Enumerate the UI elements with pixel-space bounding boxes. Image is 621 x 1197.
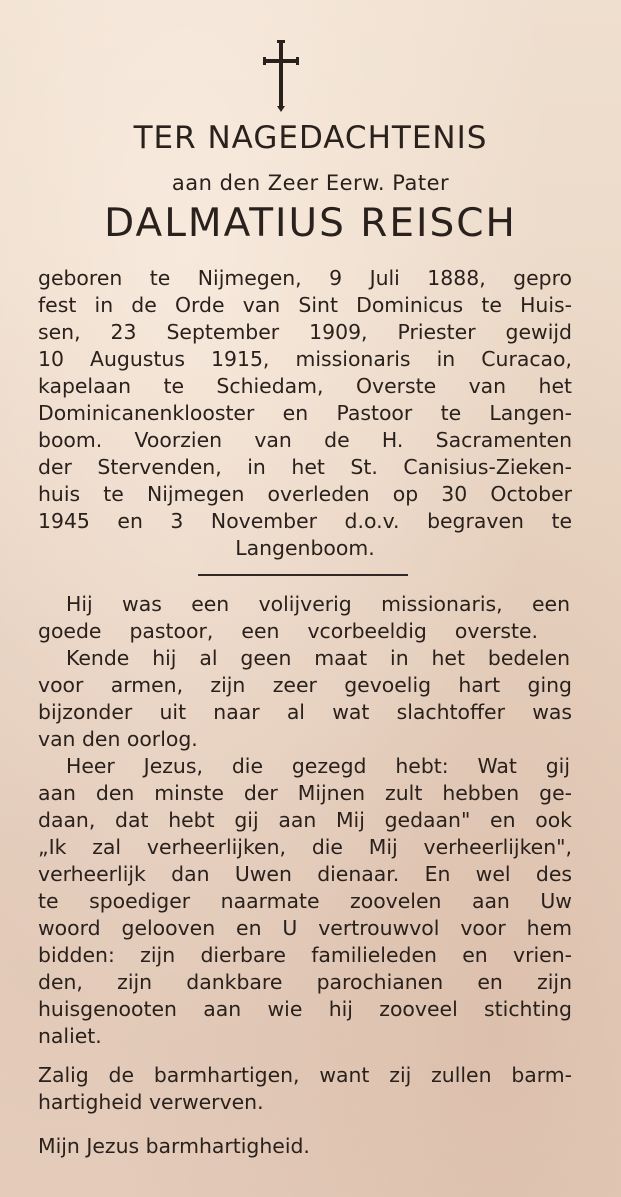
bio-line: 10 Augustus 1915, missionaris in Curacao, [38,347,572,371]
body-line: bidden: zijn dierbare familieleden en vrien- [38,943,572,967]
body-line: naliet. [38,1024,102,1048]
body-line: den, zijn dankbare parochianen en zijn [38,970,572,994]
cross-icon [262,40,302,112]
bio-line: der Stervenden, in het St. Canisius-Zieken- [38,455,572,479]
body-line: van den oorlog. [38,727,198,751]
deceased-name: DALMATIUS REISCH [104,201,517,246]
body-line: Hij was een volijverig missionaris, een [66,592,570,616]
body-line: „Ik zal verheerlijken, die Mij verheerlijken", [38,835,572,859]
body-line: voor armen, zijn zeer gevoelig hart ging [38,673,572,697]
bio-line: huis te Nijmegen overleden op 30 October [38,482,572,506]
body-line: huisgenooten aan wie hij zooveel stichting [38,997,572,1021]
body-line: woord gelooven en U vertrouwvol voor hem [38,916,572,940]
body-line: Heer Jezus, die gezegd hebt: Wat gij [66,754,570,778]
body-line: Kende hij al geen maat in het bedelen [66,646,570,670]
bio-line: geboren te Nijmegen, 9 Juli 1888, gepro [38,266,572,290]
bio-line: Langenboom. [235,536,375,560]
body-line: aan den minste der Mijnen zult hebben ge- [38,781,572,805]
body-line: te spoediger naarmate zoovelen aan Uw [38,889,572,913]
divider [198,574,408,576]
bio-line: sen, 23 September 1909, Priester gewijd [38,320,572,344]
bio-line: boom. Voorzien van de H. Sacramenten [38,428,572,452]
body-line: verheerlijk dan Uwen dienaar. En wel des [38,862,572,886]
body-line: daan, dat hebt gij aan Mij gedaan" en ook [38,808,572,832]
body-line: bijzonder uit naar al wat slachtoffer was [38,700,572,724]
bio-line: kapelaan te Schiedam, Overste van het [38,374,572,398]
card-title: TER NAGEDACHTENIS [133,120,488,156]
closing-prayer: Mijn Jezus barmhartigheid. [38,1134,310,1158]
bio-line: fest in de Orde van Sint Dominicus te Huis- [38,293,572,317]
beatitude-line: Zalig de barmhartigen, want zij zullen barm- [38,1063,572,1087]
beatitude-line: hartigheid verwerven. [38,1090,264,1114]
bio-line: 1945 en 3 November d.o.v. begraven te [38,509,572,533]
bio-line: Dominicanenklooster en Pastoor te Langen- [38,401,572,425]
card-subtitle: aan den Zeer Eerw. Pater [171,171,450,195]
body-line: goede pastoor, een vcorbeeldig overste. [38,619,538,643]
